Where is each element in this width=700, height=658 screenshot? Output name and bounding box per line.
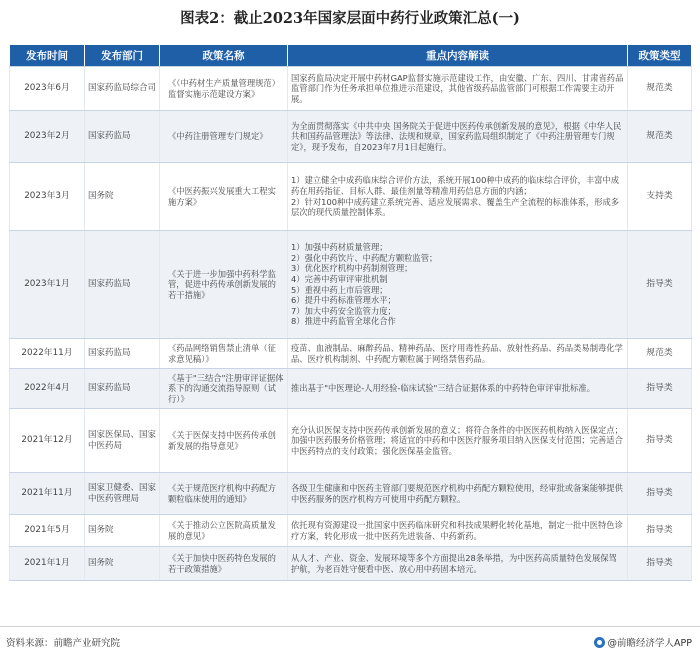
table-row [10,67,692,111]
cell-date: 2021年11月 [10,473,85,515]
cell-date: 2022年4月 [10,369,85,409]
cell-name: 《中医药振兴发展重大工程实施方案》 [160,163,288,231]
cell-type: 规范类 [628,339,692,369]
source-note: 资料来源：前瞻产业研究院 [6,638,121,649]
cell-type: 指导类 [628,409,692,473]
cell-points: 从人才、产业、资金、发展环境等多个方面提出28条举措，为中医药高质量特色发展保驾护航，为老百姓守便看中医、放心用中药固本培元。 [288,547,628,581]
cell-points-text: 1）加强中药材质量管理； 2）强化中药饮片、中药配方颗粒监管； 3）优化医疗机构中药制剂管理； 4）完善中药审评审批机制 5）重视中药上市后管理； 6）提升中药标准管理水平； 7）加大中药安全监管力度； 8）推进中药监管全球化合作 [291,242,438,327]
cell-date: 2021年5月 [10,515,85,547]
table-header-row [10,45,692,67]
cell-type: 规范类 [628,67,692,111]
cell-date: 2023年2月 [10,111,85,163]
cell-name: 《关于规范医疗机构中药配方颗粒临床使用的通知》 [160,473,288,515]
table-row [10,409,692,473]
qianzhan-logo-icon [594,637,605,648]
cell-type: 指导类 [628,515,692,547]
cell-name: 《药品网络销售禁止清单（征求意见稿）》 [160,339,288,369]
table-row [10,111,692,163]
cell-points: 依托现有资源建设一批国家中医药临床研究和科技成果孵化转化基地，制定一批中医特色诊疗方案，转化形成一批中医药先进装备、中药新药。 [288,515,628,547]
cell-points: 各级卫生健康和中医药主管部门要规范医疗机构中药配方颗粒使用，经审批或备案能够提供中医药服务的医疗机构方可使用中药配方颗粒。 [288,473,628,515]
cell-dept: 国务院 [85,163,160,231]
cell-name: 《关于推动公立医院高质量发展的意见》 [160,515,288,547]
cell-points [288,231,628,339]
table-row [10,231,692,339]
header-dept: 发布部门 [85,45,160,67]
cell-points: 充分认识医保支持中医药传承创新发展的意义；将符合条件的中医医药机构纳入医保定点；加强中医药服务价格管理；将适宜的中药和中医医疗服务项目纳入医保支付范围；完善适合中医药特点的支付政策；强化医保基金监管。 [288,409,628,473]
cell-points [288,163,628,231]
table-row [10,515,692,547]
table-row [10,473,692,515]
table-row [10,547,692,581]
cell-date: 2022年11月 [10,339,85,369]
cell-name: 《基于"三结合"注册审评证据体系下的沟通交流指导原则（试行）》 [160,369,288,409]
cell-date: 2021年1月 [10,547,85,581]
cell-dept: 国家卫健委、国家中医药管理局 [85,473,160,515]
cell-points: 国家药监局决定开展中药材GAP监督实施示范建设工作，由安徽、广东、四川、甘肃省药品监管部门作为任务承担单位推进示范建设，其他省级药品监管部门可根据工作需要主动开展。 [288,67,628,111]
policy-table [9,44,692,581]
brand-text: @前瞻经济学人APP [607,638,692,649]
cell-name: 《关于进一步加强中药科学监管，促进中药传承创新发展的若干措施》 [160,231,288,339]
cell-dept: 国务院 [85,515,160,547]
cell-date: 2023年6月 [10,67,85,111]
header-type: 政策类型 [628,45,692,67]
cell-points: 疫苗、血液制品、麻醉药品、精神药品、医疗用毒性药品、放射性药品、药品类易制毒化学品、医疗机构制剂、中药配方颗粒属于网络禁售药品。 [288,339,628,369]
cell-name: 《（中药材生产质量管理规范）监督实施示范建设方案》 [160,67,288,111]
cell-date: 2021年12月 [10,409,85,473]
cell-type: 指导类 [628,473,692,515]
cell-type: 支持类 [628,163,692,231]
cell-name: 《关于医保支持中医药传承创新发展的指导意见》 [160,409,288,473]
cell-date: 2023年3月 [10,163,85,231]
cell-type: 规范类 [628,111,692,163]
cell-type: 指导类 [628,231,692,339]
cell-dept: 国家药监局 [85,111,160,163]
cell-date: 2023年1月 [10,231,85,339]
brand-credit [594,635,692,649]
cell-dept: 国家药监局 [85,369,160,409]
cell-points: 为全面贯彻落实《中共中央 国务院关于促进中医药传承创新发展的意见》，根据《中华人民共和国药品管理法》等法律、法规和规章，国家药监局组织制定了《中药注册管理专门规定》，现予发布，自2023年7月1日起施行。 [288,111,628,163]
table-row [10,339,692,369]
cell-dept: 国家医保局、国家中医药局 [85,409,160,473]
cell-points-text: 1）建立健全中成药临床综合评价方法，系统开展100种中成药的临床综合评价，丰富中成药在用药指征、目标人群、最佳剂量等精准用药信息方面的内涵； 2）针对100种中成药建立系统完善、适应发展需求、覆盖生产全流程的标准体系，形成多层次的现代质量控制体系。 [291,175,620,218]
header-name: 政策名称 [160,45,288,67]
table-row [10,369,692,409]
chart-title: 图表2：截止2023年国家层面中药行业政策汇总(一) [180,10,520,27]
header-date: 发布时间 [10,45,85,67]
cell-dept: 国家药监局综合司 [85,67,160,111]
table-row [10,163,692,231]
footer [0,626,700,658]
cell-points: 推出基于"中医理论-人用经验-临床试验"三结合证据体系的中药特色审评审批标准。 [288,369,628,409]
cell-dept: 国务院 [85,547,160,581]
header-points: 重点内容解读 [288,45,628,67]
cell-name: 《中药注册管理专门规定》 [160,111,288,163]
cell-type: 指导类 [628,547,692,581]
cell-dept: 国家药监局 [85,339,160,369]
cell-name: 《关于加快中医药特色发展的若干政策措施》 [160,547,288,581]
cell-type: 指导类 [628,369,692,409]
cell-dept: 国家药监局 [85,231,160,339]
